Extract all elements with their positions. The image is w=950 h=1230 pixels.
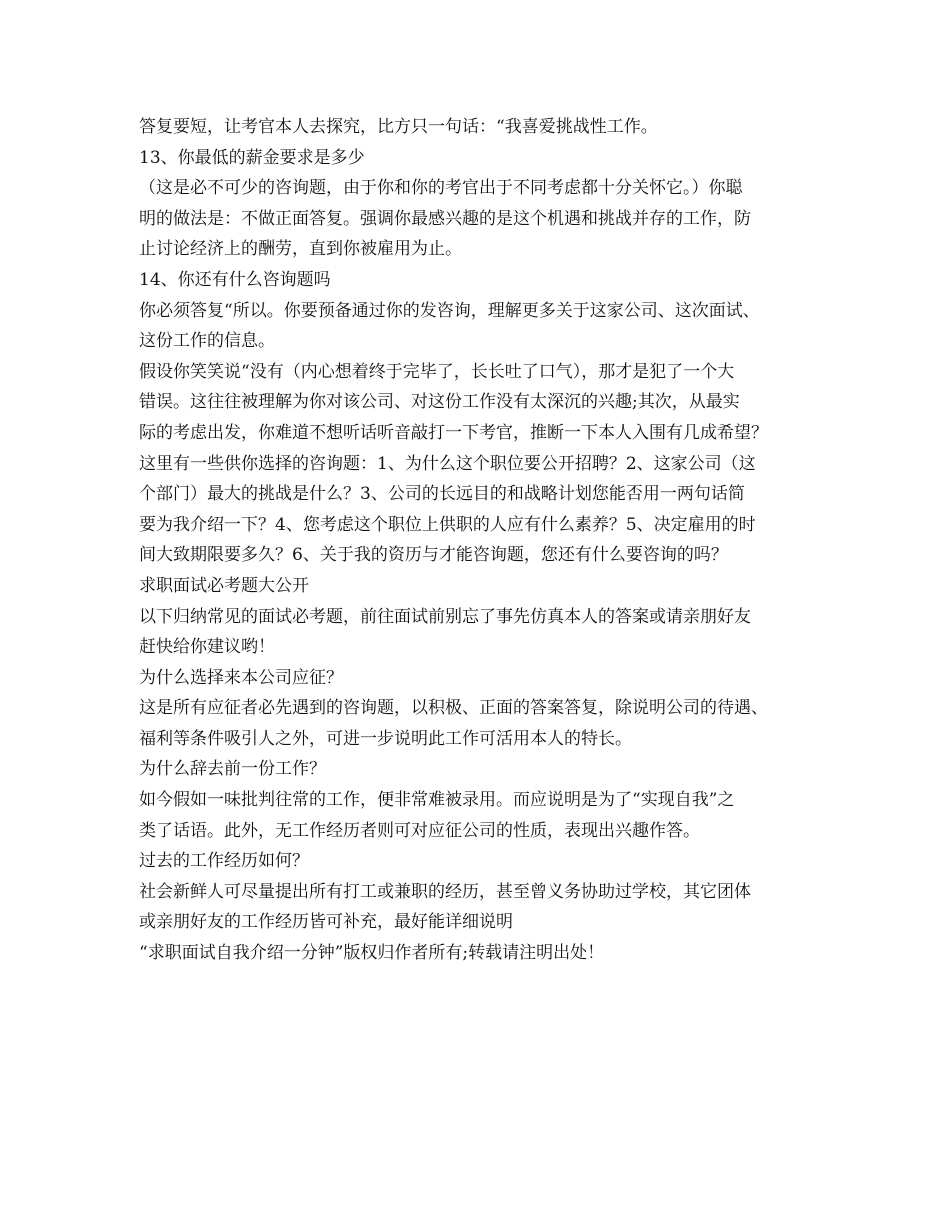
text-line: 你必须答复“所以。你要预备通过你的发咨询，理解更多关于这家公司、这次面试、: [139, 300, 760, 321]
question-heading: 为什么辞去前一份工作？: [139, 759, 326, 780]
text-line: 类了话语。此外，无工作经历者则可对应征公司的性质，表现出兴趣作答。: [139, 820, 700, 841]
question-heading: 过去的工作经历如何？: [139, 851, 309, 872]
text-line: 际的考虑出发，你难道不想听话听音敲打一下考官，推断一下本人入围有几成希望？: [139, 422, 768, 443]
text-line: 或亲朋好友的工作经历皆可补充，最好能详细说明: [139, 912, 513, 933]
text-line: 错误。这往往被理解为你对该公司、对这份工作没有太深沉的兴趣;其次，从最实: [139, 392, 740, 413]
text-line: 这里有一些供你选择的咨询题：1、为什么这个职位要公开招聘？2、这家公司（这: [139, 453, 756, 474]
text-line: 假设你笑笑说“没有（内心想着终于完毕了，长长吐了口气），那才是犯了一个大: [139, 361, 735, 382]
document-body: [139, 112, 829, 969]
copyright-notice: “求职面试自我介绍一分钟”版权归作者所有;转载请注明出处！: [139, 943, 605, 964]
text-line: 答复要短，让考官本人去探究，比方只一句话：“我喜爱挑战性工作。: [139, 117, 658, 137]
text-line: 以下归纳常见的面试必考题，前往面试前别忘了事先仿真本人的答案或请亲朋好友: [139, 606, 751, 627]
text-line: 止讨论经济上的酬劳，直到你被雇用为止。: [139, 239, 462, 260]
text-line: 间大致期限要多久？6、关于我的资历与才能咨询题，您还有什么要咨询的吗？: [139, 545, 728, 566]
text-line: 要为我介绍一下？4、您考虑这个职位上供职的人应有什么素养？5、决定雇用的时: [139, 514, 756, 535]
text-line: 社会新鲜人可尽量提出所有打工或兼职的经历，甚至曾义务协助过学校，其它团体: [139, 881, 751, 902]
text-line: 如今假如一味批判往常的工作，便非常难被录用。而应说明是为了“实现自我”之: [139, 790, 735, 811]
text-line: 赶快给你建议哟！: [139, 637, 275, 658]
text-line: 这是所有应征者必先遇到的咨询题，以积极、正面的答案答复，除说明公司的待遇、: [139, 698, 768, 719]
text-line: 个部门）最大的挑战是什么？3、公司的长远目的和战略计划您能否用一两句话简: [139, 484, 745, 505]
section-heading-13: 13、你最低的薪金要求是多少: [139, 147, 365, 168]
text-line: 明的做法是：不做正面答复。强调你最感兴趣的是这个机遇和挑战并存的工作，防: [139, 208, 751, 229]
text-line: （这是必不可少的咨询题，由于你和你的考官出于不同考虑都十分关怀它。）你聪: [139, 178, 743, 199]
text-line: 福利等条件吸引人之外，可进一步说明此工作可活用本人的特长。: [139, 728, 632, 749]
section-heading-interview: 求职面试必考题大公开: [139, 575, 309, 596]
section-heading-14: 14、你还有什么咨询题吗: [139, 269, 331, 290]
question-heading: 为什么选择来本公司应征？: [139, 667, 343, 688]
text-line: 这份工作的信息。: [139, 331, 275, 352]
